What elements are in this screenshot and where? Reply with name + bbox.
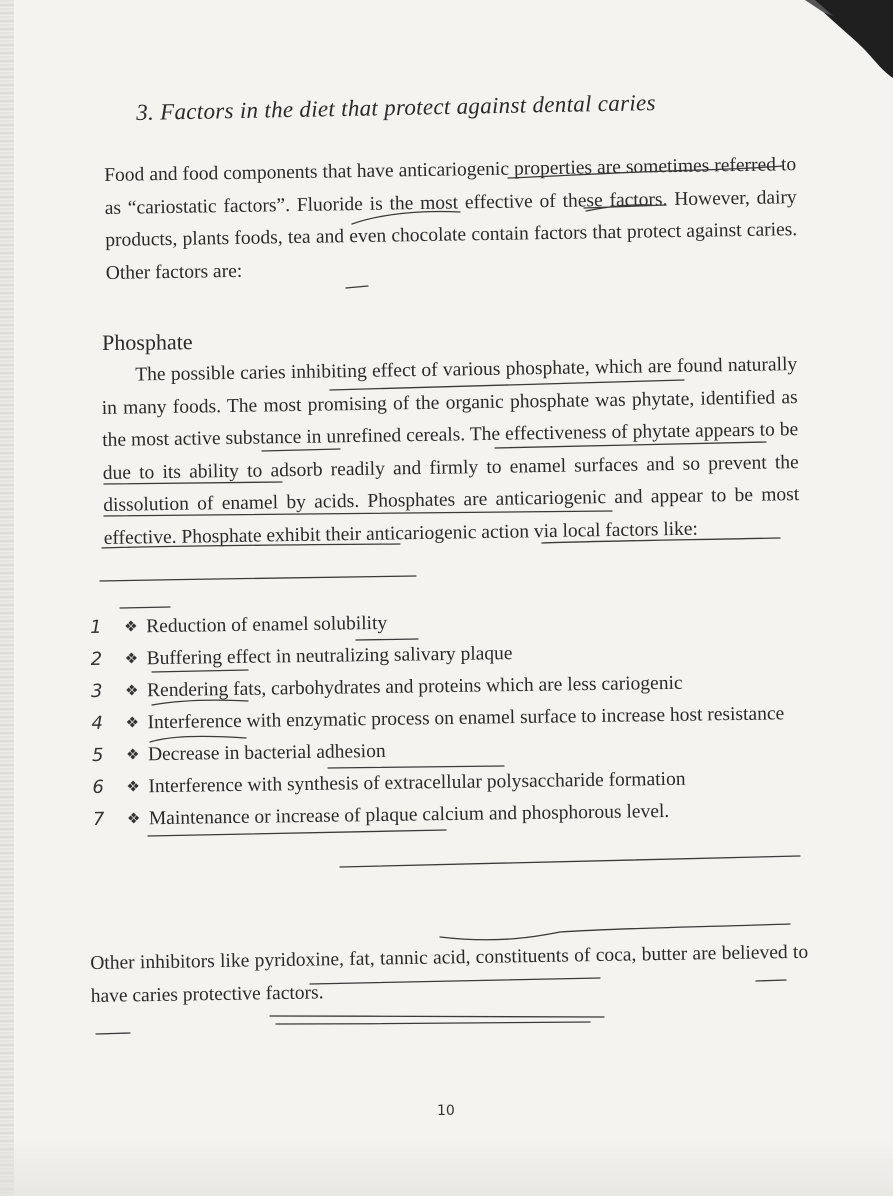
phosphate-paragraph: The possible caries inhibiting effect of various phosphate, which are found naturally in many foods. The most promising of the organic phosphate was phytate, identified as the most active substance in unrefined cereals. The effectiveness of phytate appears to be due to its ability to adsorb readily and firmly to enamel surfaces and so prevent the dissolution of enamel by acids. Phosphates are anticariogenic and appear to be most effective. Phosphate exhibit their anticariogenic action via local factors like: [101, 354, 800, 549]
list-item-text: Buffering effect in neutralizing salivary plaque [146, 643, 513, 670]
underline-mark [104, 482, 282, 484]
diamond-bullet-icon: ❖ [125, 715, 140, 732]
section-title: 3. Factors in the diet that protect against dental caries [136, 90, 657, 125]
handwritten-number: 4 [91, 712, 104, 734]
handwritten-number: 1 [90, 616, 102, 638]
handwritten-number: 6 [92, 776, 105, 798]
diamond-bullet-icon: ❖ [126, 811, 141, 828]
underline-mark [346, 286, 368, 288]
underline-mark [150, 736, 246, 742]
underline-mark [270, 1016, 604, 1017]
underline-mark [495, 442, 766, 448]
diamond-bullet-icon: ❖ [124, 651, 139, 668]
underline-mark [508, 166, 782, 178]
underline-mark [310, 978, 600, 984]
underline-mark [328, 766, 504, 768]
list-item-text: Interference with synthesis of extracellular polysaccharide formation [148, 768, 686, 798]
page-number: 10 [437, 1103, 455, 1119]
list-item-text: Decrease in bacterial adhesion [147, 740, 386, 766]
underline-mark [542, 538, 780, 543]
handwritten-number: 7 [92, 808, 105, 830]
diamond-bullet-icon: ❖ [125, 747, 140, 764]
underline-mark [330, 380, 684, 390]
handwritten-number: 2 [90, 648, 103, 670]
phosphate-heading: Phosphate [102, 329, 193, 355]
underline-mark [152, 670, 248, 672]
underline-mark [148, 830, 446, 836]
underline-mark [756, 980, 786, 981]
list-item-text: Interference with enzymatic process on enamel surface to increase host resistance [147, 703, 785, 734]
list-item-text: Maintenance or increase of plaque calcium and phosphorous level. [148, 800, 670, 830]
underline-mark [356, 639, 418, 640]
list-item-text: Rendering fats, carbohydrates and proteins which are less cariogenic [146, 672, 683, 702]
handwritten-number: 3 [90, 680, 103, 702]
underline-mark [152, 700, 248, 705]
underline-mark [102, 544, 400, 548]
intro-paragraph: Food and food components that have anticariogenic properties are sometimes referred to as “cariostatic factors”. Fluoride is the most effective of these factors. However, dairy products, plants foods, tea and even chocolate contain factors that protect against caries. Other factors are: [104, 154, 798, 284]
underline-mark [340, 856, 800, 867]
handwritten-number: 5 [91, 744, 104, 766]
underline-mark [120, 607, 170, 608]
underline-mark [100, 576, 416, 581]
underline-mark [276, 1022, 590, 1024]
diamond-bullet-icon: ❖ [124, 619, 138, 636]
underline-mark [352, 212, 460, 225]
diamond-bullet-icon: ❖ [125, 683, 139, 700]
underline-mark [104, 511, 612, 516]
list-item-text: Reduction of enamel solubility [146, 612, 388, 638]
underline-mark [96, 1033, 130, 1034]
closing-paragraph: Other inhibitors like pyridoxine, fat, tannic acid, constituents of coca, butter are believed to have caries protective factors. [90, 941, 809, 1007]
underline-mark [440, 924, 790, 940]
underline-mark [262, 449, 340, 451]
diamond-bullet-icon: ❖ [126, 779, 141, 796]
